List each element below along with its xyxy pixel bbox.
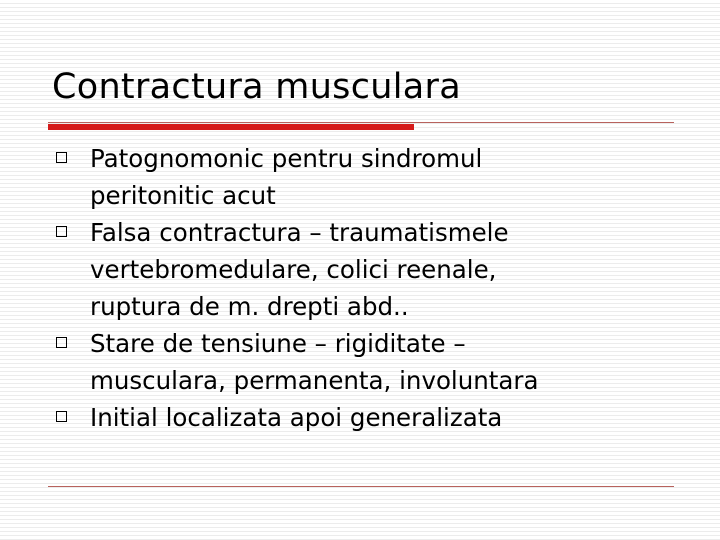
hollow-square-bullet-icon: [56, 152, 67, 163]
bullet-line: Falsa contractura – traumatismele: [90, 218, 509, 247]
bullet-line: peritonitic acut: [90, 181, 276, 210]
bullet-item: [0, 325, 720, 399]
bullet-item: [0, 214, 720, 325]
hollow-square-bullet-icon: [56, 411, 67, 422]
hollow-square-bullet-icon: [56, 226, 67, 237]
bullet-line: ruptura de m. drepti abd..: [90, 292, 409, 321]
bullet-line: vertebromedulare, colici reenale,: [90, 255, 497, 284]
bullet-list: [0, 140, 720, 436]
title-accent-bar: [48, 124, 414, 130]
title-divider-line: [48, 122, 674, 123]
bullet-line: Initial localizata apoi generalizata: [90, 403, 503, 432]
bullet-line: Patognomonic pentru sindromul: [90, 144, 483, 173]
bullet-line: musculara, permanenta, involuntara: [90, 366, 539, 395]
footer-divider-line: [48, 486, 674, 487]
bullet-line: Stare de tensiune – rigiditate –: [90, 329, 466, 358]
hollow-square-bullet-icon: [56, 337, 67, 348]
bullet-item: [0, 399, 720, 436]
bullet-item: [0, 140, 720, 214]
slide-title: Contractura musculara: [52, 67, 461, 107]
